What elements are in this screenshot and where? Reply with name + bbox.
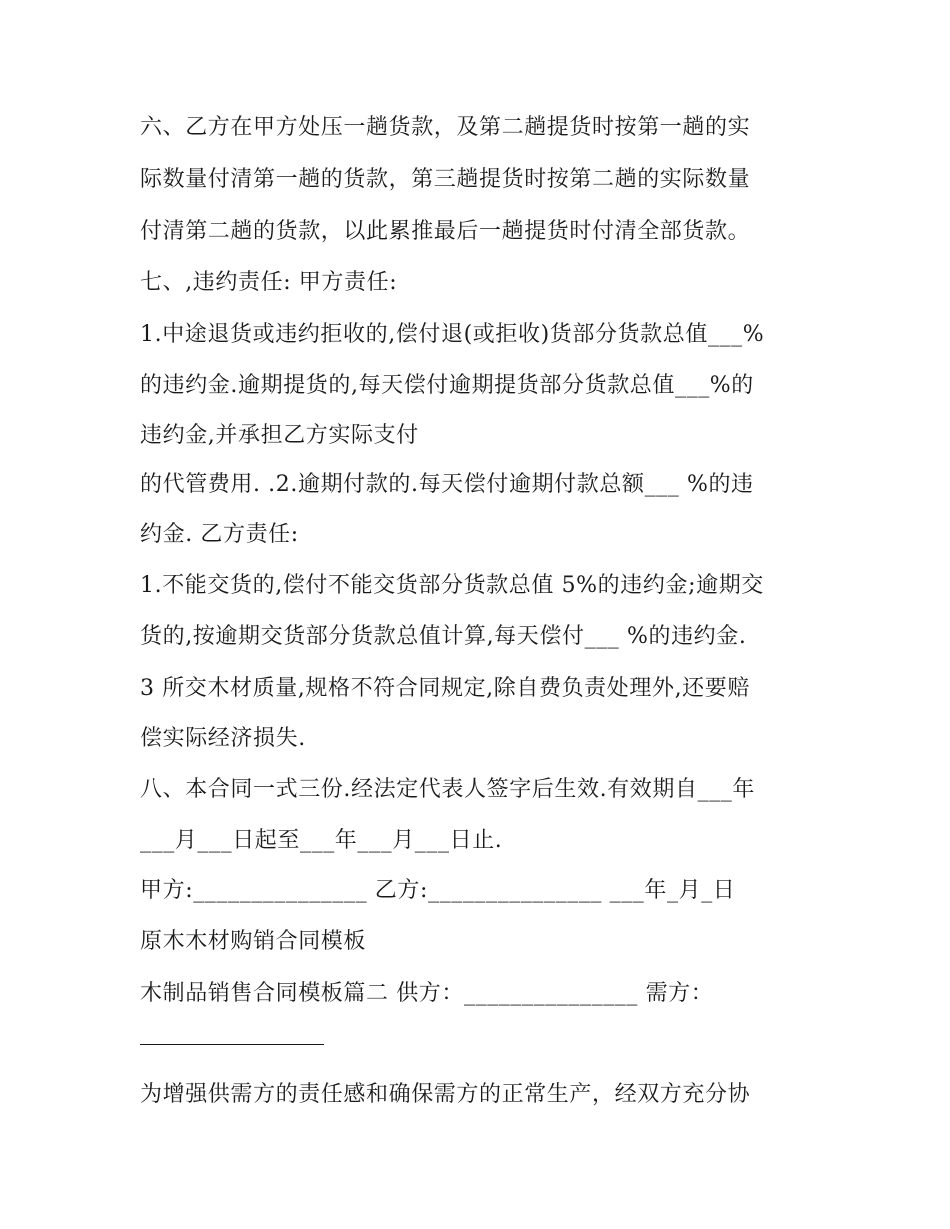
text-line: 木制品销售合同模板篇二 供方：_______________ 需方： (140, 981, 714, 1006)
text-line: 的违约金.逾期提货的,每天偿付逾期提货部分货款总值___%的 (140, 373, 754, 398)
signature-line: 甲方:_______________ 乙方:_______________ ___年_月_日 (140, 878, 736, 903)
text-line: 八、本合同一式三份.经法定代表人签字后生效.有效期自___年 (140, 777, 755, 802)
text-line: 七、,违约责任: 甲方责任: (140, 270, 398, 295)
text-line: ___月___日起至___年___月___日止. (140, 828, 503, 853)
text-line: 违约金,并承担乙方实际支付 (140, 423, 419, 448)
text-line: 3 所交木材质量,规格不符合同规定,除自费负责处理外,还要赔 (140, 676, 750, 701)
blank-underline (140, 1044, 324, 1045)
text-line: 的代管费用. .2.逾期付款的.每天偿付逾期付款总额___ %的违 (140, 472, 754, 497)
text-line: 付清第二趟的货款，以此累推最后一趟提货时付清全部货款。 (140, 219, 751, 244)
text-line: 际数量付清第一趟的货款，第三趟提货时按第二趟的实际数量 (140, 167, 751, 192)
text-line: 1.中途退货或违约拒收的,偿付退(或拒收)货部分货款总值___% (140, 322, 765, 347)
text-line: 1.不能交货的,偿付不能交货部分货款总值 5%的违约金;逾期交 (140, 573, 764, 598)
document-title: 原木木材购销合同模板 (140, 929, 367, 954)
text-line: 约金. 乙方责任: (140, 522, 299, 547)
text-line: 六、乙方在甲方处压一趟货款，及第二趟提货时按第一趟的实 (140, 115, 751, 140)
text-line: 货的,按逾期交货部分货款总值计算,每天偿付___ %的违约金. (140, 624, 747, 649)
text-line: 为增强供需方的责任感和确保需方的正常生产，经双方充分协 (140, 1082, 751, 1107)
text-line: 偿实际经济损失. (140, 726, 306, 751)
